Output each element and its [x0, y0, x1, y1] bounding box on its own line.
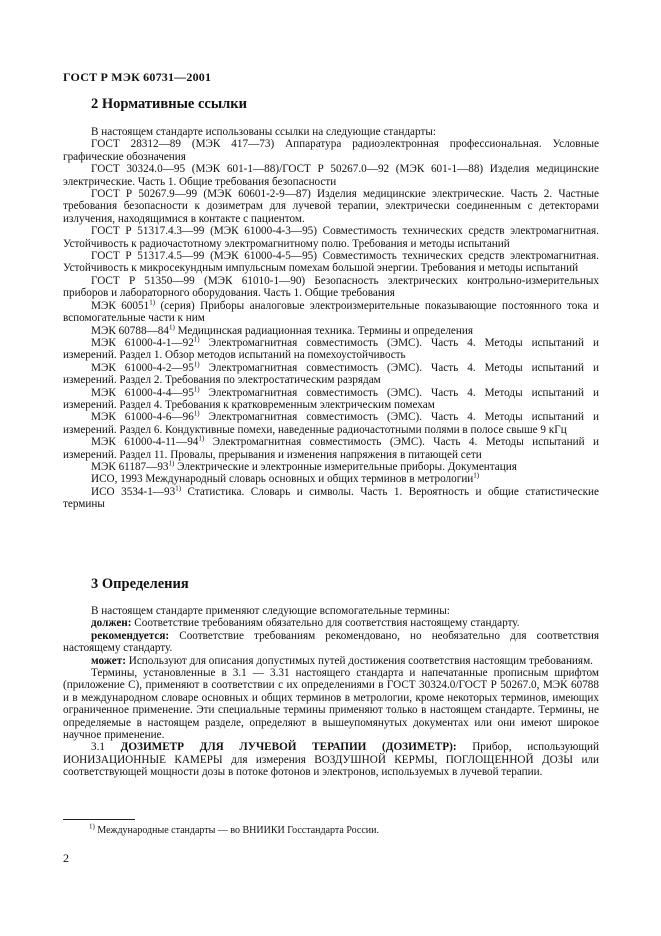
- reference-item: [63, 275, 599, 300]
- section-3-title: 3 Определения: [91, 576, 189, 592]
- reference-title: Электромагнитная совместимость (ЭМС). Часть 4. Методы испытаний и измерений. Раздел 6. Кондуктивные помехи, наведенные радиочастотными полями в полосе свыше 9 кГц: [63, 411, 600, 436]
- reference-item: [63, 138, 599, 163]
- reference-title: (серия) Приборы аналоговые электроизмерительные показывающие постоянного тока и вспомогательные части к ним: [63, 299, 599, 325]
- reference-item: [63, 411, 599, 436]
- reference-title: Электромагнитная совместимость (ЭМС). Часть 4. Методы испытаний и измерений. Раздел 1. Обзор методов испытаний на помехоустойчивость: [63, 336, 600, 362]
- footnote-ref: 1): [175, 484, 182, 493]
- reference-item: [63, 337, 599, 362]
- reference-title: Электромагнитная совместимость (ЭМС). Часть 4. Методы испытаний и измерений. Раздел 2. Требования по электростатическим разрядам: [63, 361, 600, 387]
- term-word: может:: [91, 654, 126, 667]
- reference-title: Изделия медицинские электрические. Часть 2. Частные требования безопасности к дозиметрам для лучевой терапии, электрически соединенным с детекторами излучения, находящимися в контакте с пациентом.: [63, 188, 599, 225]
- reference-title: Электрические и электронные измерительные приборы. Документация: [174, 460, 517, 473]
- reference-code: МЭК 61187—93: [91, 460, 169, 473]
- page-number: 2: [63, 851, 69, 865]
- reference-code: ГОСТ Р 50267.9—99 (МЭК 60601-2-9—87): [91, 188, 311, 201]
- reference-item: [63, 225, 599, 250]
- reference-item: [63, 359, 600, 387]
- footnote-mark: 1): [89, 822, 95, 831]
- term-word: должен:: [91, 617, 132, 630]
- definition-text: Прибор, использующий ИОНИЗАЦИОННЫЕ КАМЕРЫ для измерения ВОЗДУШНОЙ КЕРМЫ, ПОГЛОЩЕННОЙ ДОЗЫ или соответствующей мощности дозы в потоке фотонов и электронов, используемых в лучевой терапии.: [63, 741, 599, 779]
- reference-code: МЭК 60788—84: [91, 324, 169, 337]
- reference-title: Изделия медицинские электрические. Часть 1. Общие требования безопасности: [63, 163, 599, 188]
- reference-item: [63, 486, 599, 511]
- definition-term: ДОЗИМЕТР ДЛЯ ЛУЧЕВОЙ ТЕРАПИИ (ДОЗИМЕТР):: [120, 741, 457, 754]
- reference-item: [63, 473, 599, 485]
- term-text: Соответствие требованиям обязательно для соответствия настоящему стандарту.: [131, 617, 520, 630]
- reference-item: [63, 297, 599, 325]
- reference-code: ГОСТ Р 51350—99 (МЭК 61010-1—90): [91, 274, 306, 287]
- section-3-paragraph: Термины, установленные в 3.1 — 3.31 настоящего стандарта и напечатанные прописным шрифтом (приложение С), применяют в соответствии с их определениями в ГОСТ 30324.0/ГОСТ Р 50267.0, МЭК 60788 и в международном словаре основных и общих терминов в метрологии, кроме некоторых терминов, имеющих ограниченное применение. Эти специальные термины применяют только в настоящем стандарте. Термины, не определяемые в настоящем разделе, определяют в вышеупомянутых документах или они имеют широкое научное применение.: [63, 667, 599, 742]
- footnote-ref: 1): [473, 471, 480, 480]
- definition-3-1: [63, 741, 599, 778]
- footnote-ref: 1): [198, 434, 205, 443]
- footnote-text: Международные стандарты — во ВНИИКИ Госстандарта России.: [94, 825, 379, 836]
- section-3-intro: В настоящем стандарте применяют следующие вспомогательные термины:: [91, 605, 450, 617]
- footnote: [89, 822, 379, 836]
- section-2-title: 2 Нормативные ссылки: [91, 96, 247, 112]
- reference-title: Статистика. Словарь и символы. Часть 1. Вероятность и общие статистические термины: [63, 485, 599, 511]
- reference-title: Электромагнитная совместимость (ЭМС). Часть 4. Методы испытаний и измерений. Раздел 11. Провалы, прерывания и изменения напряжения в питающей сети: [63, 436, 599, 461]
- footnote-ref: 1): [168, 322, 175, 331]
- reference-code: ГОСТ 28312—89 (МЭК 417—73): [91, 138, 275, 151]
- reference-item: [63, 436, 599, 461]
- reference-title: Безопасность электрических контрольно-измерительных приборов и лабораторного оборудования. Часть 1. Общие требования: [63, 274, 599, 300]
- reference-code: МЭК 61000-4-4—95: [91, 386, 194, 399]
- section-2-intro: В настоящем стандарте использованы ссылки на следующие стандарты:: [91, 126, 436, 138]
- reference-title: Международный словарь основных и общих терминов в метрологии: [142, 473, 474, 486]
- reference-code: ГОСТ Р 51317.4.5—99 (МЭК 61000-4-5—95): [91, 250, 317, 263]
- footnote-ref: 1): [168, 459, 175, 468]
- reference-code: ИСО 3534-1—93: [91, 485, 176, 498]
- footnote-ref: 1): [193, 409, 200, 418]
- reference-item: [63, 250, 599, 275]
- reference-title: Медицинская радиационная техника. Термины и определения: [174, 324, 473, 337]
- reference-code: ГОСТ 30324.0—95 (МЭК 601-1—88)/ГОСТ Р 50267.0—92 (МЭК 601-1—88): [91, 163, 484, 176]
- reference-code: МЭК 61000-4-1—92: [91, 336, 194, 349]
- reference-code: ГОСТ Р 51317.4.3—99 (МЭК 61000-4-3—95): [91, 225, 317, 238]
- footnote-ref: 1): [193, 384, 200, 393]
- term-item: [63, 655, 599, 667]
- section-2-body: [63, 126, 599, 511]
- footnote-ref: 1): [193, 335, 200, 344]
- reference-code: МЭК 61000-4-6—96: [91, 411, 194, 424]
- reference-item: [63, 188, 599, 225]
- document-header: ГОСТ Р МЭК 60731—2001: [63, 70, 212, 84]
- reference-title: Совместимость технических средств электромагнитная. Устойчивость к радиочастотному электромагнитному полю. Требования и методы испытаний: [63, 225, 599, 250]
- footnote-rule: [63, 819, 135, 820]
- reference-item: [63, 461, 599, 473]
- definition-number: 3.1: [91, 741, 121, 754]
- reference-item: [63, 384, 600, 412]
- reference-title: Аппаратура радиоэлектронная профессиональная. Условные графические обозначения: [63, 138, 599, 163]
- term-text: Соответствие требованиям рекомендовано, но необязательно для соответствия настоящему стандарту.: [63, 629, 599, 655]
- reference-title: Совместимость технических средств электромагнитная. Устойчивость к микросекундным импульсным помехам большой энергии. Требования и методы испытаний: [63, 250, 599, 275]
- reference-item: [63, 322, 599, 337]
- footnote-ref: 1): [149, 297, 156, 306]
- reference-title: Электромагнитная совместимость (ЭМС). Часть 4. Методы испытаний и измерений. Раздел 4. Требования к кратковременным электрическим помехам: [63, 386, 600, 411]
- footnote-ref: 1): [193, 359, 200, 368]
- term-text: Используют для описания допустимых путей достижения соответствия настоящим требованиям.: [125, 654, 593, 667]
- reference-code: ИСО, 1993: [91, 473, 143, 486]
- reference-code: МЭК 60051: [91, 299, 150, 312]
- reference-code: МЭК 61000-4-2—95: [91, 361, 194, 374]
- term-item: [63, 630, 599, 655]
- term-item: [63, 617, 599, 629]
- term-list: [63, 617, 599, 667]
- reference-item: [63, 163, 599, 188]
- section-3-body: [63, 605, 599, 779]
- reference-list: [63, 138, 599, 510]
- reference-code: МЭК 61000-4-11—94: [91, 436, 199, 449]
- term-word: рекомендуется:: [91, 629, 170, 642]
